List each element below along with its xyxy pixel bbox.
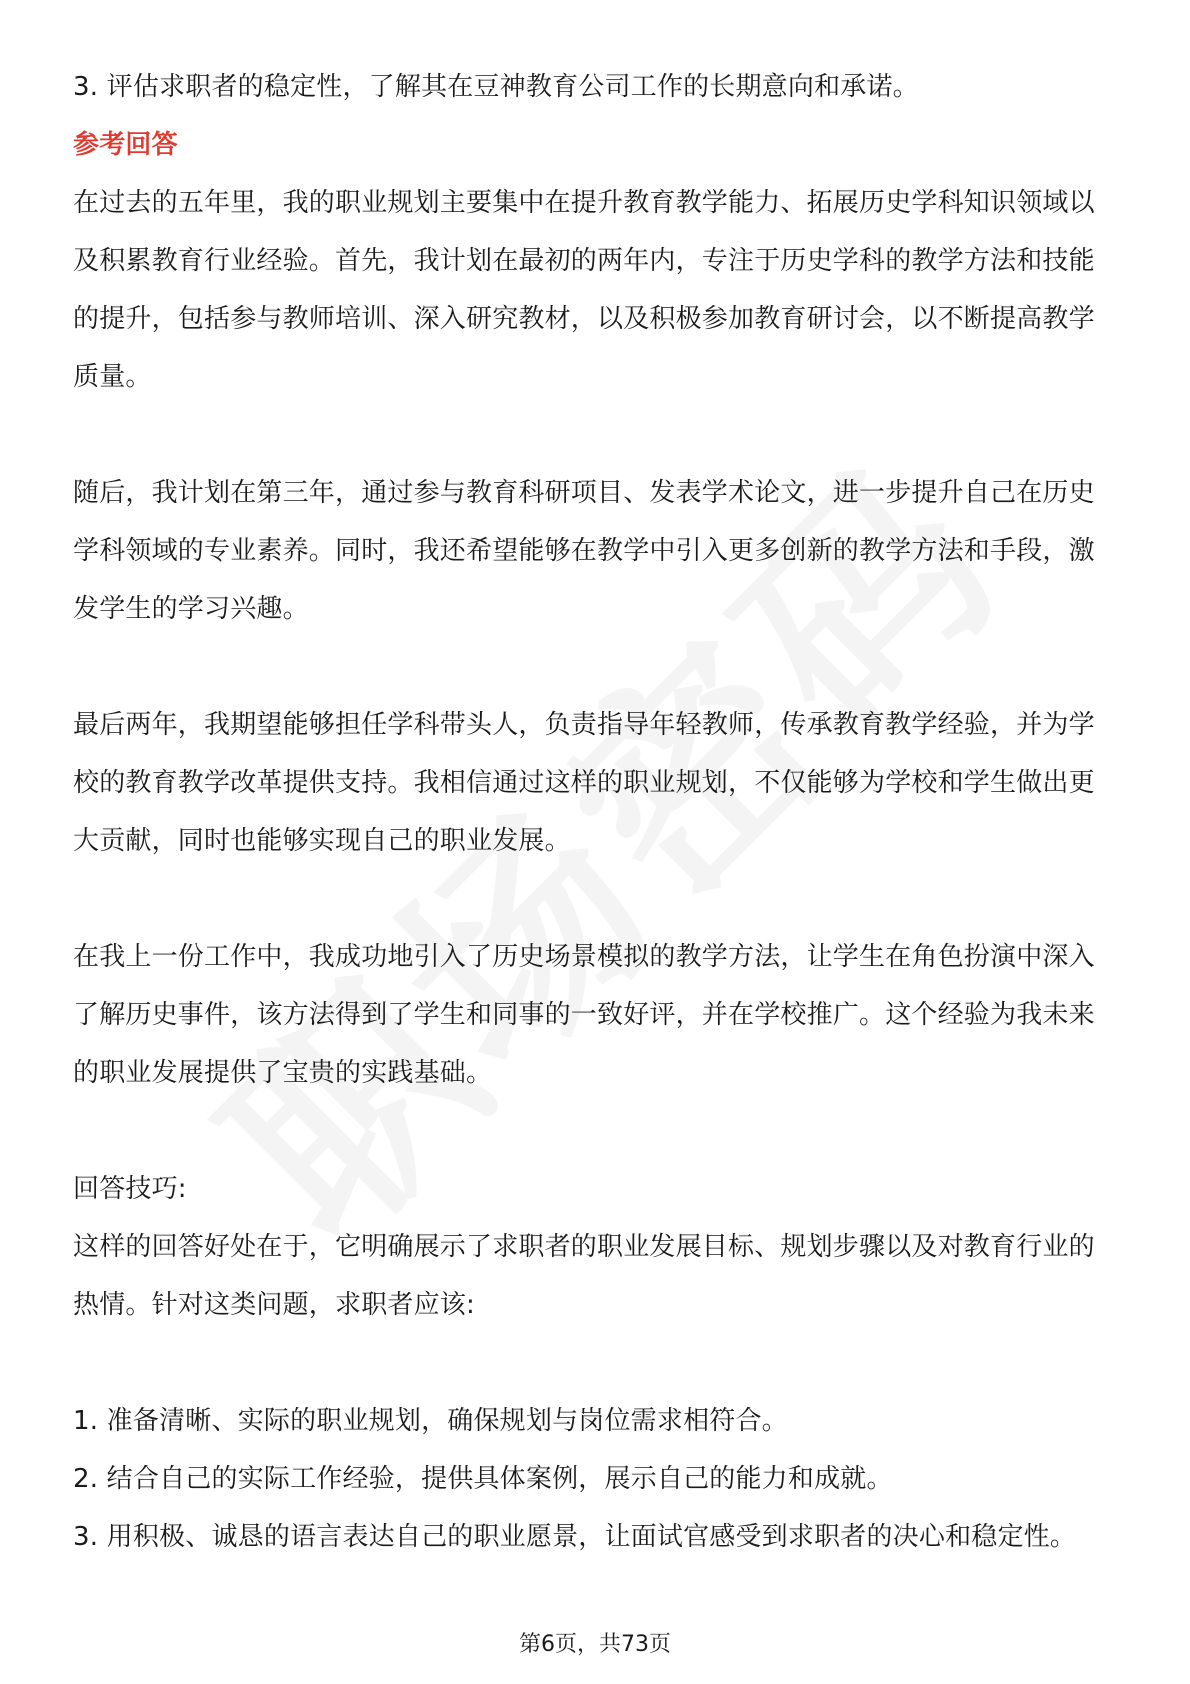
paragraph-spacer (73, 638, 1118, 696)
answer-paragraph-2: 随后，我计划在第三年，通过参与教育科研项目、发表学术论文，进一步提升自己在历史学科领域的专业素养。同时，我还希望能够在教学中引入更多创新的教学方法和手段，激发学生的学习兴趣。 (73, 478, 1095, 624)
paragraph-spacer (73, 1334, 1118, 1392)
tip-item-2: 2. 结合自己的实际工作经验，提供具体案例，展示自己的能力和成就。 (73, 1464, 893, 1494)
answer-paragraph-4: 在我上一份工作中，我成功地引入了历史场景模拟的教学方法，让学生在角色扮演中深入了解历史事件，该方法得到了学生和同事的一致好评，并在学校推广。这个经验为我未来的职业发展提供了宝贵的实践基础。 (73, 942, 1095, 1088)
tips-intro: 这样的回答好处在于，它明确展示了求职者的职业发展目标、规划步骤以及对教育行业的热情。针对这类问题，求职者应该: (73, 1232, 1095, 1320)
tips-heading: 回答技巧: (73, 1174, 187, 1204)
reference-answer-heading: 参考回答 (73, 130, 178, 160)
tip-item-3: 3. 用积极、诚恳的语言表达自己的职业愿景，让面试官感受到求职者的决心和稳定性。 (73, 1522, 1077, 1552)
paragraph-spacer (73, 870, 1118, 928)
page-number: 第6页，共73页 (519, 1632, 671, 1657)
answer-paragraph-3: 最后两年，我期望能够担任学科带头人，负责指导年轻教师，传承教育教学经验，并为学校的教育教学改革提供支持。我相信通过这样的职业规划，不仅能够为学校和学生做出更大贡献，同时也能够实现自己的职业发展。 (73, 710, 1095, 856)
evaluation-point-3: 3. 评估求职者的稳定性，了解其在豆神教育公司工作的长期意向和承诺。 (73, 72, 919, 102)
answer-paragraph-1: 在过去的五年里，我的职业规划主要集中在提升教育教学能力、拓展历史学科知识领域以及积累教育行业经验。首先，我计划在最初的两年内，专注于历史学科的教学方法和技能的提升，包括参与教师培训、深入研究教材，以及积极参加教育研讨会，以不断提高教学质量。 (73, 188, 1095, 392)
document-body (73, 58, 1118, 1566)
paragraph-spacer (73, 406, 1118, 464)
paragraph-spacer (73, 1102, 1118, 1160)
tip-item-1: 1. 准备清晰、实际的职业规划，确保规划与岗位需求相符合。 (73, 1406, 788, 1436)
